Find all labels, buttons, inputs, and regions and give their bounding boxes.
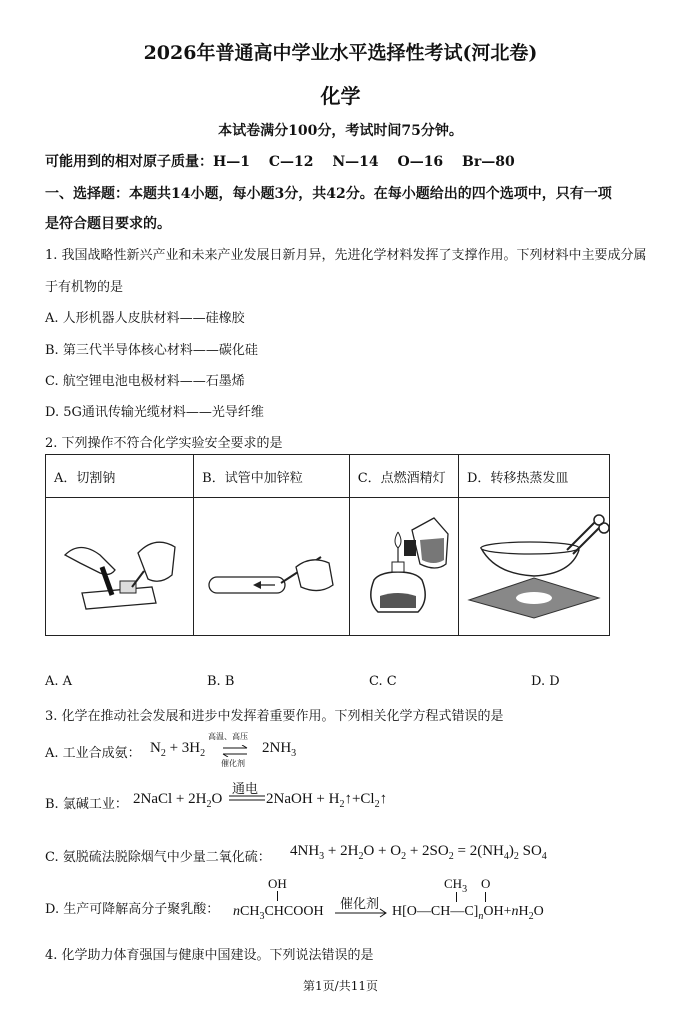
- section-heading-line1: 一、选择题：本题共14小题，每小题3分，共42分。在每小题给出的四个选项中，只有一项: [45, 186, 612, 202]
- page-footer: 第1页/共11页: [303, 979, 378, 993]
- q4-stem: 4. 化学助力体育强国与健康中国建设。下列说法错误的是: [45, 948, 374, 963]
- q3-option-d-product: $H[O—CH—C]_nOH+nH_2O$: [392, 904, 544, 922]
- q2-image-alcohol-lamp: [349, 498, 458, 636]
- q3-option-d-oh-group: OH: [268, 876, 287, 891]
- reaction-arrow-icon: [334, 908, 388, 918]
- q3-option-b-products: 2NaOH + $H_2↑+Cl_2↑$: [266, 791, 388, 810]
- q2-header-b: B．试管中加锌粒: [194, 455, 350, 498]
- subject-title: 化学: [320, 84, 361, 108]
- q2-image-cut-sodium: [46, 498, 194, 636]
- alcohol-lamp-icon: [356, 510, 451, 620]
- q3-option-d-methyl-group: $CH_3$: [444, 876, 468, 895]
- q1-stem-line1: 1. 我国战略性新兴产业和未来产业发展日新月异，先进化学材料发挥了支撑作用。下列材料中主要成分属: [45, 248, 647, 263]
- q3-option-b-reactants: 2NaCl + $2H_2O$: [133, 791, 223, 810]
- q2-image-test-tube-zinc: [194, 498, 350, 636]
- q3-option-a-condition-bottom: 催化剂: [221, 759, 245, 768]
- q1-option-d: D. 5G通讯传输光缆材料——光导纤维: [45, 405, 264, 420]
- q3-option-a-label: A. 工业合成氨：: [45, 746, 141, 761]
- q3-option-c-equation: $4NH_3 + 2H_2O + O_2 + 2SO_2 = 2(NH_4)_2$ $SO_4$: [290, 843, 547, 862]
- q2-answer-b: B. B: [207, 674, 235, 689]
- q3-option-b-condition: 通电: [232, 782, 259, 797]
- q3-option-a-product: $2NH_3$: [262, 740, 297, 759]
- q2-operations-table: [45, 454, 610, 636]
- bond-line: [456, 892, 457, 902]
- q3-option-d-carbonyl-o: O: [481, 876, 491, 891]
- q2-header-a: A．切割钠: [46, 455, 194, 498]
- q1-stem-line2: 于有机物的是: [45, 280, 124, 295]
- q2-header-d: D．转移热蒸发皿: [459, 455, 610, 498]
- exam-title: 2026年普通高中学业水平选择性考试(河北卷): [143, 42, 538, 64]
- q3-option-b-label: B. 氯碱工业：: [45, 797, 128, 812]
- q3-option-c-label: C. 氨脱硫法脱除烟气中少量二氧化硫：: [45, 850, 271, 865]
- q3-option-d-condition: 催化剂: [340, 897, 380, 912]
- bond-line: [485, 892, 486, 902]
- q2-answer-d: D. D: [531, 674, 560, 689]
- q3-option-a-condition-top: 高温、高压: [208, 732, 248, 741]
- q2-image-evaporating-dish: [459, 498, 610, 636]
- test-tube-tweezers-icon: [201, 515, 341, 615]
- exam-note: 本试卷满分100分，考试时间75分钟。: [218, 123, 463, 139]
- section-heading-line2: 是符合题目要求的。: [45, 216, 171, 232]
- equals-sign-icon: [228, 794, 266, 802]
- evaporating-dish-icon: [459, 510, 609, 620]
- q2-header-c: C．点燃酒精灯: [349, 455, 458, 498]
- q3-option-d-label: D. 生产可降解高分子聚乳酸：: [45, 902, 220, 917]
- atomic-mass-line: 可能用到的相对原子质量：H—1 C—12 N—14 O—16 Br—80: [45, 154, 515, 170]
- reversible-arrow-icon: [222, 745, 248, 757]
- q1-option-c: C. 航空锂电池电极材料——石墨烯: [45, 374, 245, 389]
- q3-option-d-reactant: nCH$_3$CHCOOH: [233, 904, 324, 922]
- q1-option-a: A. 人形机器人皮肤材料——硅橡胶: [45, 311, 245, 326]
- bond-line: [277, 891, 278, 901]
- q2-answer-c: C. C: [369, 674, 397, 689]
- q3-option-a-equation: $N_2 + 3H_2$: [150, 740, 206, 759]
- q3-stem: 3. 化学在推动社会发展和进步中发挥着重要作用。下列相关化学方程式错误的是: [45, 709, 504, 724]
- q2-answer-a: A. A: [45, 674, 73, 689]
- knife-cutting-icon: [60, 515, 180, 615]
- q1-option-b: B. 第三代半导体核心材料——碳化硅: [45, 343, 258, 358]
- q2-stem: 2. 下列操作不符合化学实验安全要求的是: [45, 436, 283, 451]
